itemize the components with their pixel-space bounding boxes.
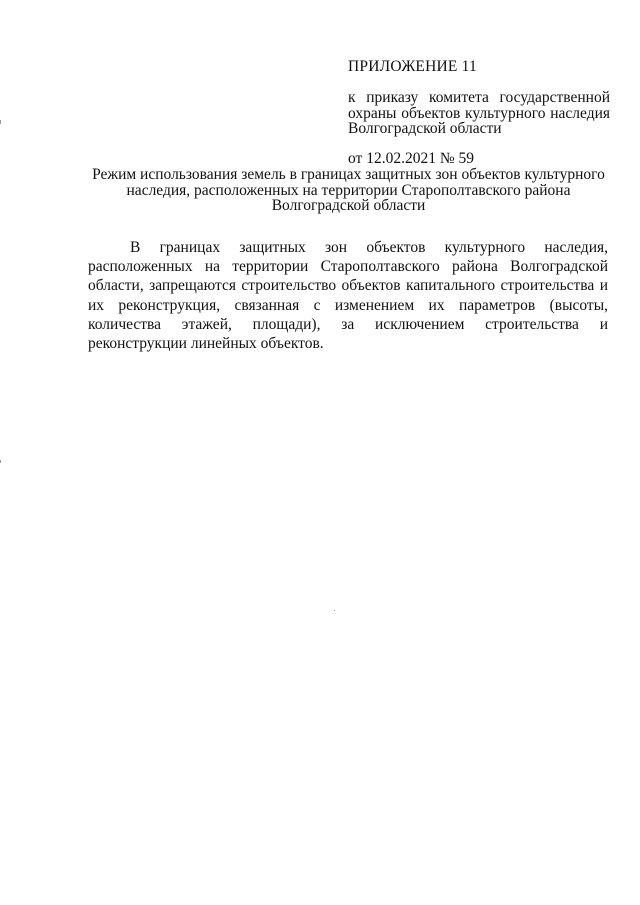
appendix-date-number: от 12.02.2021 № 59	[348, 149, 474, 167]
scan-artifact-center-dot	[334, 610, 335, 611]
document-title: Режим использования земель в границах защитных зон объектов культурного наследия, расположенных на территории Старополтавского района Волгоградской области	[92, 166, 605, 214]
scan-artifact-left-top	[0, 120, 1, 124]
scan-artifact-left-middle	[0, 460, 1, 463]
appendix-block	[348, 58, 610, 168]
appendix-reference: к приказу комитета государственной охраны объектов культурного наследия Волгоградской области	[348, 89, 610, 137]
body-paragraph: В границах защитных зон объектов культурного наследия, расположенных на территории Старополтавского района Волгоградской области, запрещаются строительство объектов капитального строительства и их реконструкция, связанная с изменением их параметров (высоты, количества этажей, площади), за исключением строительства и реконструкции линейных объектов.	[88, 239, 608, 353]
appendix-title: ПРИЛОЖЕНИЕ 11	[348, 58, 477, 75]
